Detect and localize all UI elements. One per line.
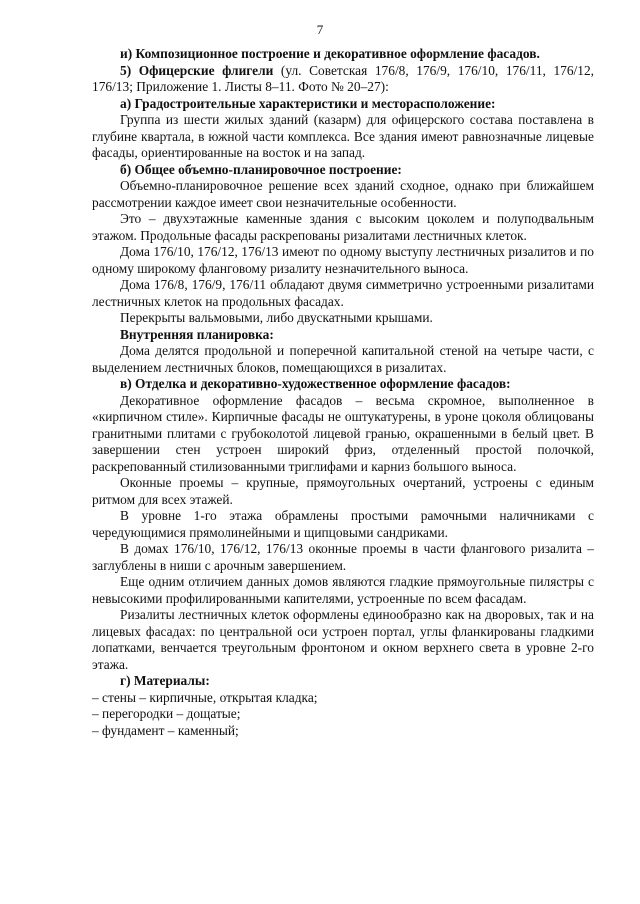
paragraph-volume-1: Объемно-планировочное решение всех зданий сходное, однако при ближайшем рассмотрении каждое имеет свои незначительные особенности. [92,178,594,210]
heading-volume-planning: б) Общее объемно-планировочное построение: [120,161,402,177]
heading-materials: г) Материалы: [120,673,210,688]
materials-item-walls: – стены – кирпичные, открытая кладка; [92,689,318,705]
paragraph-facade-1: Декоративное оформление фасадов – весьма скромное, выполненное в «кирпичном стиле». Кирпичные фасады не оштукатурены, в уроне цоколя облицованы гранитными плитами с грубоколотой лицевой гранью, окрашенными в белый цвет. В завершении стен устроен широкий фриз, отделенный простой полочкой, раскрепованный стилизованными триглифами и карниз большого выноса. [92,392,594,474]
paragraph-internal-layout: Дома делятся продольной и поперечной капитальной стеной на четыре части, с выделением лестничных блоков, помещающихся в ризалитах. [92,343,594,375]
materials-item-foundation: – фундамент – каменный; [92,722,239,738]
materials-item-partitions: – перегородки – дощатые; [92,706,241,721]
paragraph-volume-5: Перекрыты вальмовыми, либо двускатными крышами. [120,310,433,325]
paragraph-volume-4: Дома 176/8, 176/9, 176/11 обладают двумя симметрично устроенными ризалитами лестничных клеток на продольных фасадах. [92,277,594,309]
heading-internal-layout: Внутренняя планировка: [120,326,274,342]
paragraph-facade-5: Еще одним отличием данных домов являются гладкие прямоугольные пилястры с невысокими профилированными капителями, устроенные по всем фасадам. [92,574,594,606]
paragraph-officer-wings [92,63,594,96]
paragraph-volume-2: Это – двухэтажные каменные здания с высоким цоколем и полуподвальным этажом. Продольные фасады раскрепованы ризалитами лестничных клеток. [92,211,594,243]
paragraph-volume-3: Дома 176/10, 176/12, 176/13 имеют по одному выступу лестничных ризалитов и по одному широкому фланговому ризалиту незначительного выноса. [92,244,594,276]
paragraph-facade-2: Оконные проемы – крупные, прямоугольных очертаний, устроены с единым ритмом для всех этажей. [92,475,594,507]
heading-facade-decoration: в) Отделка и декоративно-художественное оформление фасадов: [120,376,511,391]
paragraph-facade-3: В уровне 1-го этажа обрамлены простыми рамочными наличниками с чередующимися прямолинейными и щипцовыми сандриками. [92,508,594,540]
officer-wings-address: (ул. Советская 176/8, 176/9, 176/10, 176/11, 176/12, 176/13; Приложение 1. Листы 8–11. Фото № 20–27): [92,62,594,94]
heading-urban-characteristics: а) Градостроительные характеристики и месторасположение: [120,95,496,111]
heading-composition: и) Композиционное построение и декоративное оформление фасадов. [120,46,540,61]
paragraph-facade-6: Ризалиты лестничных клеток оформлены единообразно как на дворовых, так и на лицевых фасадах: по центральной оси устроен портал, углы фланкированы гладкими лопатками, венчается треугольным фронтоном и окном верхнего света в уровне 2-го этажа. [92,607,594,672]
paragraph-facade-4: В домах 176/10, 176/12, 176/13 оконные проемы в части флангового ризалита – заглублены в ниши с арочным завершением. [92,541,594,573]
page-number: 7 [316,22,324,37]
paragraph-urban-characteristics: Группа из шести жилых зданий (казарм) для офицерского состава поставлена в глубине квартала, в южной части комплекса. Все здания имеют равнозначные лицевые фасады, ориентированные на восток и на запад. [92,112,594,160]
document-body [92,46,594,739]
officer-wings-title: 5) Офицерские флигели [120,62,274,78]
